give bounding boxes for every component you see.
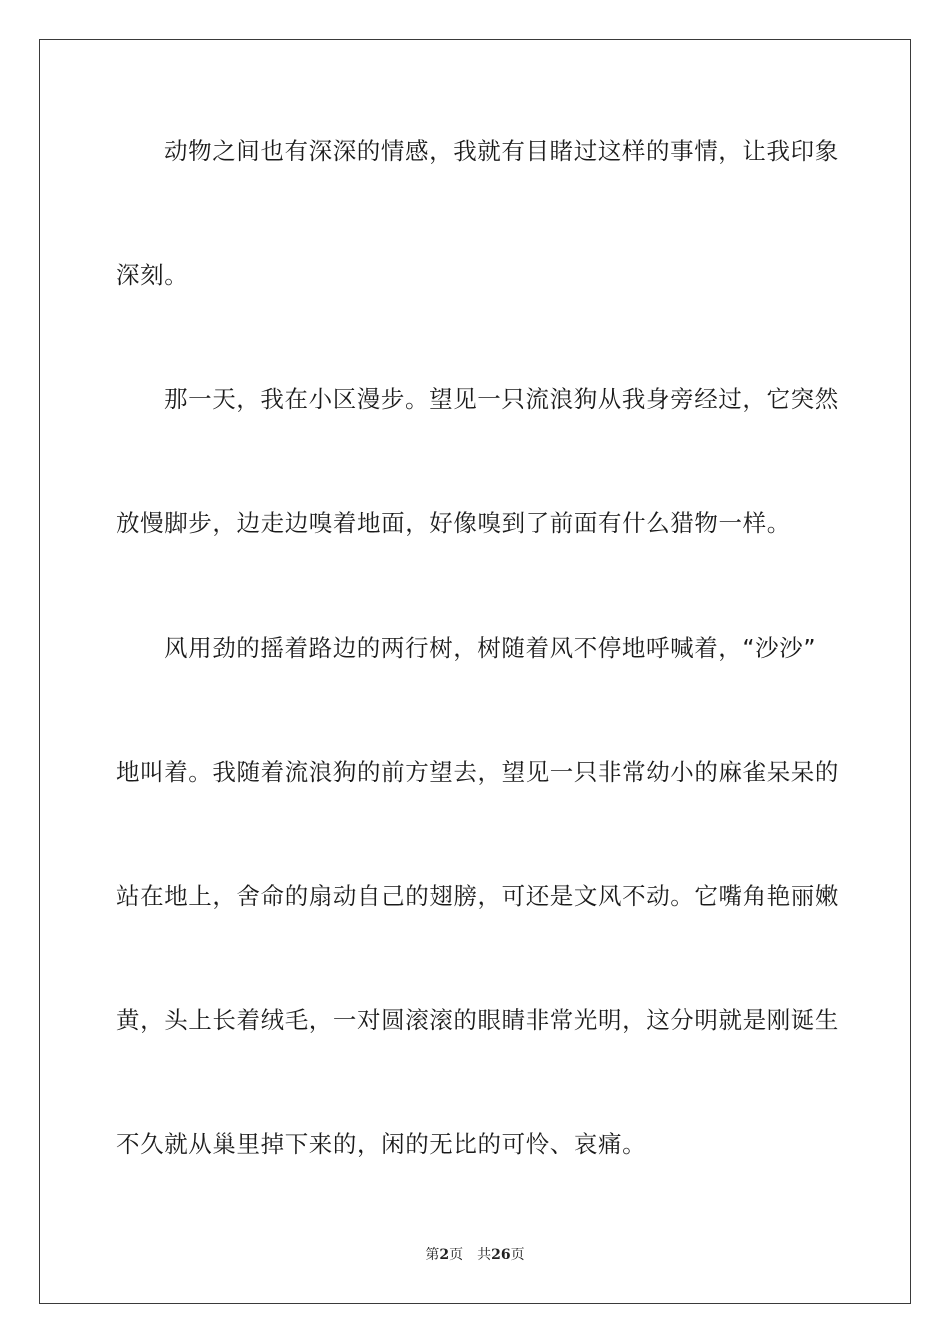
total-pages-label: 共26页 xyxy=(477,1247,525,1263)
page-number-label: 第2页 xyxy=(425,1247,464,1263)
paragraph-3-line-3: 站在地上，舍命的扇动自己的翅膀，可还是文风不动。它嘴角艳丽嫩 xyxy=(116,882,839,910)
total-page-count: 26 xyxy=(491,1247,511,1263)
paragraph-2-line-1: 那一天，我在小区漫步。望见一只流浪狗从我身旁经过，它突然 xyxy=(164,385,839,413)
paragraph-3-line-5: 不久就从巢里掉下来的，闲的无比的可怜、哀痛。 xyxy=(116,1130,647,1158)
paragraph-3-line-1: 风用劲的摇着路边的两行树，树随着风不停地呼喊着，“沙沙” xyxy=(164,634,817,662)
current-page-number: 2 xyxy=(439,1247,450,1263)
page-border xyxy=(39,39,911,1304)
paragraph-1-line-1: 动物之间也有深深的情感，我就有目睹过这样的事情，让我印象 xyxy=(164,137,839,165)
paragraph-1-line-2: 深刻。 xyxy=(116,261,189,289)
paragraph-3-line-4: 黄，头上长着绒毛，一对圆滚滚的眼睛非常光明，这分明就是刚诞生 xyxy=(116,1006,839,1034)
paragraph-3-line-2: 地叫着。我随着流浪狗的前方望去，望见一只非常幼小的麻雀呆呆的 xyxy=(116,758,839,786)
page-footer xyxy=(0,1246,950,1264)
paragraph-2-line-2: 放慢脚步，边走边嗅着地面，好像嗅到了前面有什么猎物一样。 xyxy=(116,509,791,537)
